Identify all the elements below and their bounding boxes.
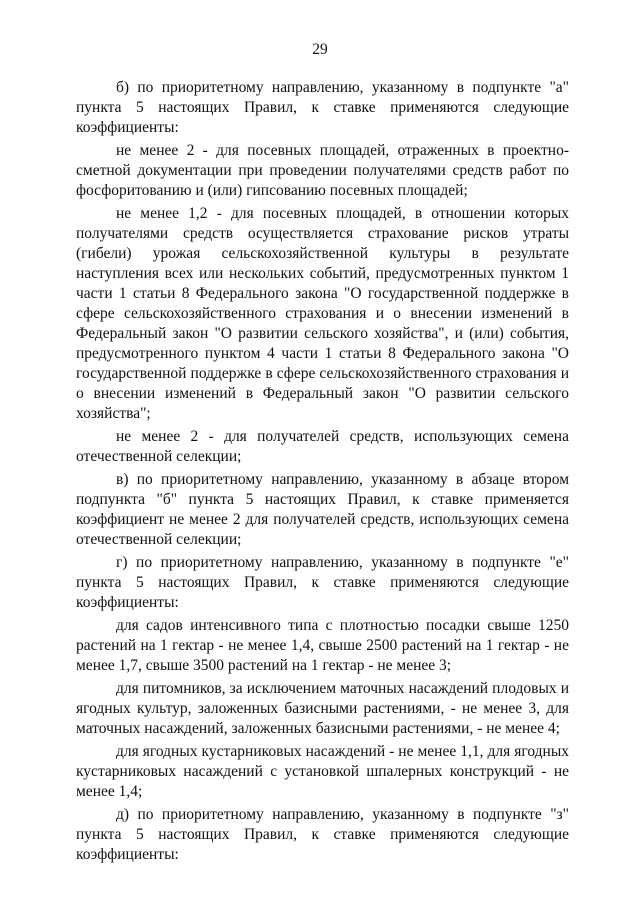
paragraph: для ягодных кустарниковых насаждений - не менее 1,1, для ягодных кустарниковых насаждений с установкой шпалерных конструкций - не менее 1,4; [76,743,569,800]
paragraph: для питомников, за исключением маточных насаждений плодовых и ягодных культур, заложенных базисными растениями, - не менее 3, для маточных насаждений, заложенных базисными растениями, - не менее 4; [76,680,569,737]
paragraph: б) по приоритетному направлению, указанному в подпункте "а" пункта 5 настоящих Правил, к ставке применяются следующие коэффициенты: [76,79,569,136]
paragraph: для садов интенсивного типа с плотностью посадки свыше 1250 растений на 1 гектар - не менее 1,4, свыше 2500 растений на 1 гектар - не менее 1,7, свыше 3500 растений на 1 гектар - не менее 3; [76,617,569,674]
document-body [76,78,569,868]
paragraph: не менее 2 - для посевных площадей, отраженных в проектно-сметной документации при проведении получателями средств работ по фосфоритованию и (или) гипсованию посевных площадей; [76,142,569,199]
paragraph: не менее 2 - для получателей средств, использующих семена отечественной селекции; [76,428,569,465]
paragraph: в) по приоритетному направлению, указанному в абзаце втором подпункта "б" пункта 5 настоящих Правил, к ставке применяется коэффициент не менее 2 для получателей средств, использующих семена отечественной селекции; [76,471,569,548]
paragraph: г) по приоритетному направлению, указанному в подпункте "е" пункта 5 настоящих Правил, к ставке применяются следующие коэффициенты: [76,554,569,611]
paragraph: д) по приоритетному направлению, указанному в подпункте "з" пункта 5 настоящих Правил, к ставке применяются следующие коэффициенты: [76,806,569,863]
page-number: 29 [312,41,328,58]
paragraph: не менее 1,2 - для посевных площадей, в отношении которых получателями средств осуществляется страхование рисков утраты (гибели) урожая сельскохозяйственной культуры в результате наступления всех или нескольких событий, предусмотренных пунктом 1 части 1 статьи 8 Федерального закона "О государственной поддержке в сфере сельскохозяйственного страхования и о внесении изменений в Федеральный закон "О развитии сельского хозяйства", и (или) события, предусмотренного пунктом 4 части 1 статьи 8 Федерального закона "О государственной поддержке в сфере сельскохозяйственного страхования и о внесении изменений в Федеральный закон "О развитии сельского хозяйства"; [76,205,569,422]
